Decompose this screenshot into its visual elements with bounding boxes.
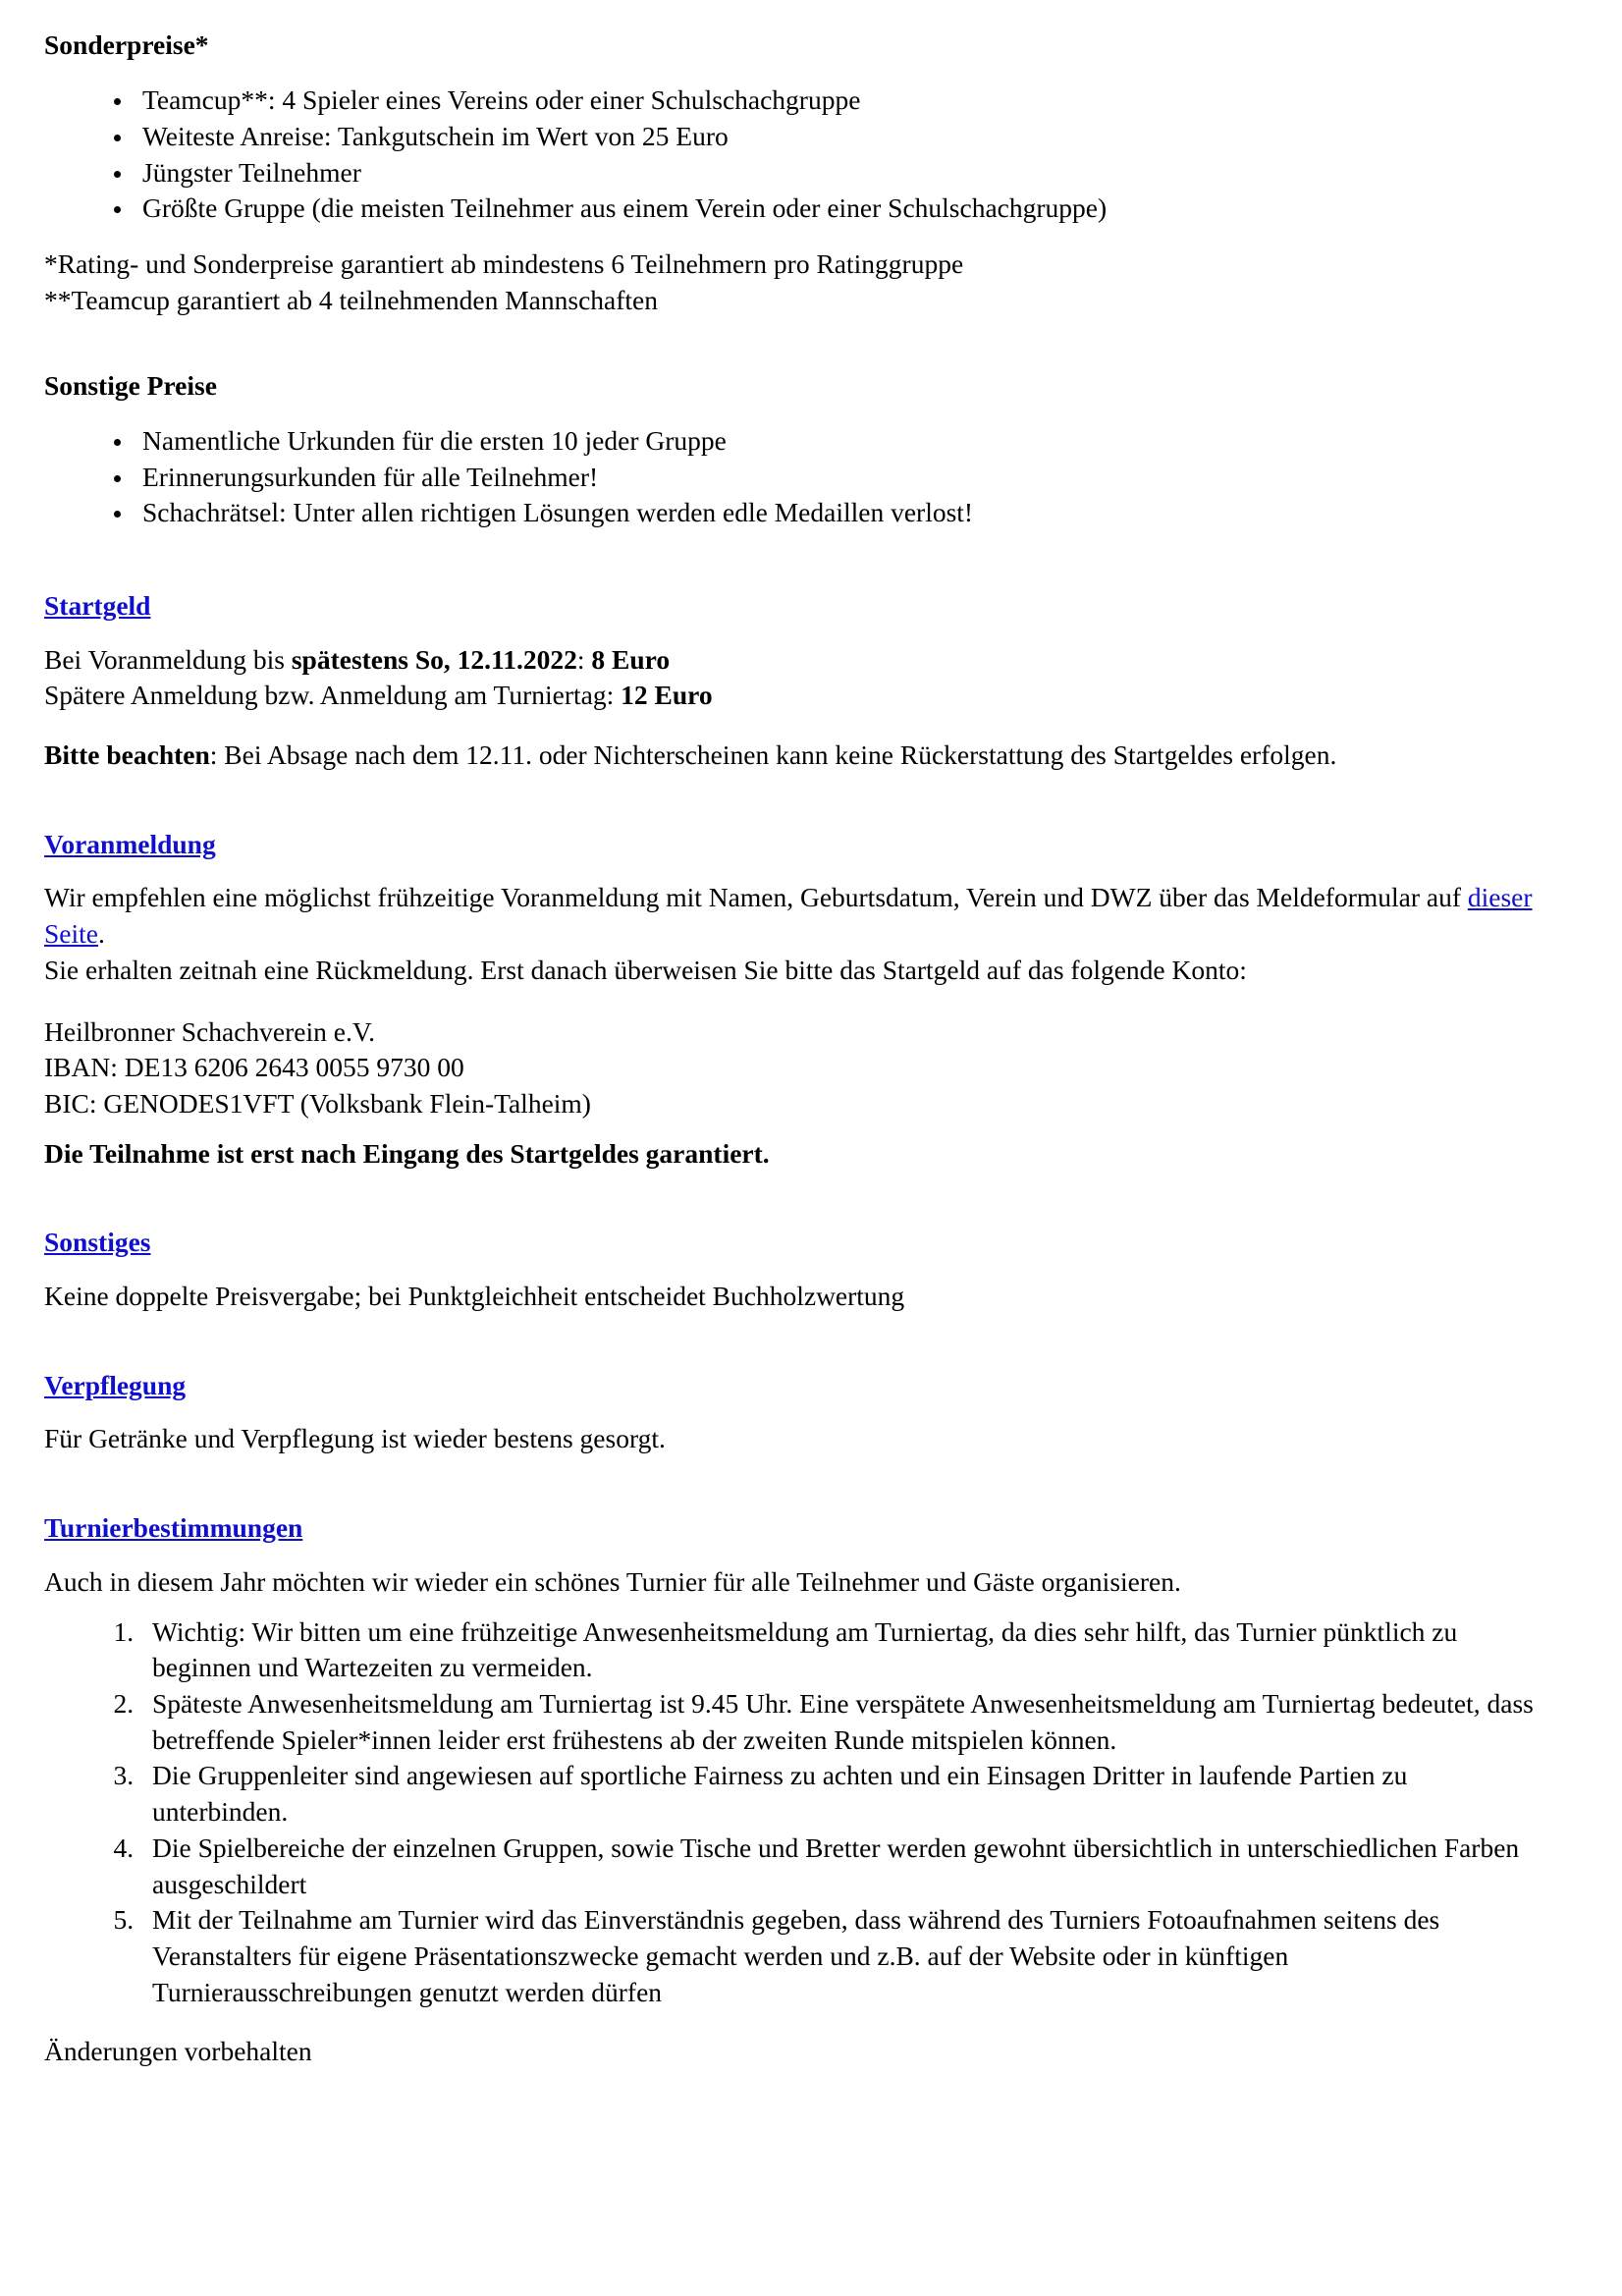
spacer [44,1547,1541,1564]
spacer [44,714,1541,738]
spacer [44,625,1541,642]
spacer [44,227,1541,246]
spacer [44,1122,1541,1136]
teilnahme-garantie-text: Die Teilnahme ist erst nach Eingang des Startgeldes garantiert. [44,1137,770,1169]
bank-iban: IBAN: DE13 6206 2643 0055 9730 00 [44,1052,464,1083]
list-sonstige-preise [44,423,1541,531]
spacer [44,319,1541,368]
list-item: • Teamcup**: 4 Spieler eines Vereins oder einer Schulschachgruppe [135,82,1541,119]
footnote-teamcup: **Teamcup garantiert ab 4 teilnehmenden Mannschaften [44,284,658,315]
startgeld-note [44,738,1541,774]
list-turnierbestimmungen [44,1614,1541,2011]
list-item: 1. Wichtig: Wir bitten um eine frühzeitige Anwesenheitsmeldung am Turniertag, da dies sehr hilft, das Turnier pünktlich zu beginnen und Wartezeiten zu vermeiden. [140,1614,1541,1686]
list-item: • Schachrätsel: Unter allen richtigen Lösungen werden edle Medaillen verlost! [135,495,1541,531]
list-item: • Namentliche Urkunden für die ersten 10 jeder Gruppe [135,423,1541,460]
list-item: 4. Die Spielbereiche der einzelnen Gruppen, sowie Tische und Bretter werden gewohnt übersichtlich in unterschiedlichen Farben ausgeschildert [140,1831,1541,1902]
spacer [44,2010,1541,2034]
spacer [44,531,1541,588]
startgeld-line-early [44,642,1541,679]
document-body [44,27,1541,2070]
bank-bic: BIC: GENODES1VFT (Volksbank Flein-Talheim) [44,1087,591,1119]
spacer [44,862,1541,880]
anchor-verpflegung[interactable]: Verpflegung [44,1369,187,1400]
turnierbestimmungen-intro: Auch in diesem Jahr möchten wir wieder ein schönes Turnier für alle Teilnehmer und Gäste organisieren. [44,1565,1181,1597]
list-item: • Erinnerungsurkunden für alle Teilnehmer! [135,460,1541,496]
startgeld-note-label: Bitte beachten [44,739,210,771]
anchor-turnierbestimmungen[interactable]: Turnierbestimmungen [44,1512,303,1544]
spacer [44,63,1541,82]
voranmeldung-para-2: Sie erhalten zeitnah eine Rückmeldung. Erst danach überweisen Sie bitte das Startgeld auf das folgende Konto: [44,954,1247,985]
voranmeldung-para-1 [44,880,1541,952]
teilnahme-garantie [44,1136,1541,1173]
spacer [44,1261,1541,1279]
voranmeldung-text-b: . [98,918,105,950]
spacer [44,1457,1541,1510]
spacer [44,1403,1541,1421]
closing-note: Änderungen vorbehalten [44,2036,312,2067]
list-item: 3. Die Gruppenleiter sind angewiesen auf sportliche Fairness zu achten und ein Einsagen Dritter in laufende Partien zu unterbinden. [140,1758,1541,1830]
list-item: • Weiteste Anreise: Tankgutschein im Wert von 25 Euro [135,119,1541,155]
list-item: 5. Mit der Teilnahme am Turnier wird das Einverständnis gegeben, dass während des Turniers Fotoaufnahmen seitens des Veranstalters für eigene Präsentationszwecke gemacht werden und z.B. auf der Website oder in künftigen Turnierausschreibungen genutzt werden dürfen [140,1902,1541,2010]
startgeld-line-late [44,678,1541,714]
list-item: • Jüngster Teilnehmer [135,155,1541,191]
voranmeldung-text-a: Wir empfehlen eine möglichst frühzeitige Voranmeldung mit Namen, Geburtsdatum, Verein und DWZ über das Meldeformular auf [44,882,1468,913]
startgeld-early-prefix: Bei Voranmeldung bis [44,643,292,675]
startgeld-late-prefix: Spätere Anmeldung bzw. Anmeldung am Turniertag: [44,680,622,711]
list-item: 2. Späteste Anwesenheitsmeldung am Turniertag ist 9.45 Uhr. Eine verspätete Anwesenheitsmeldung am Turniertag bedeutet, dass betreffende Spieler*innen leider erst frühestens ab der zweiten Runde mitspielen können. [140,1686,1541,1758]
spacer [44,1601,1541,1614]
spacer [44,404,1541,423]
startgeld-note-text: : Bei Absage nach dem 12.11. oder Nichterscheinen kann keine Rückerstattung des Startgeldes erfolgen. [209,739,1337,771]
link-dieser-seite[interactable]: dieser Seite [44,882,1533,950]
heading-sonstige-preise: Sonstige Preise [44,369,217,401]
anchor-voranmeldung[interactable]: Voranmeldung [44,828,216,859]
startgeld-late-fee: 12 Euro [621,680,713,711]
footnote-rating: *Rating- und Sonderpreise garantiert ab mindestens 6 Teilnehmern pro Ratinggruppe [44,248,964,280]
startgeld-deadline: spätestens So, 12.11.2022 [291,643,577,675]
list-sonderpreise [44,82,1541,227]
spacer [44,1315,1541,1368]
spacer [44,774,1541,827]
spacer [44,1172,1541,1225]
anchor-sonstiges[interactable]: Sonstiges [44,1227,151,1258]
anchor-startgeld[interactable]: Startgeld [44,589,151,621]
spacer [44,989,1541,1014]
list-item: • Größte Gruppe (die meisten Teilnehmer aus einem Verein oder einer Schulschachgruppe) [135,191,1541,227]
startgeld-early-fee: 8 Euro [591,643,671,675]
bank-name: Heilbronner Schachverein e.V. [44,1015,376,1047]
sonstiges-para: Keine doppelte Preisvergabe; bei Punktgleichheit entscheidet Buchholzwertung [44,1281,905,1312]
heading-sonderpreise: Sonderpreise* [44,29,209,60]
startgeld-colon: : [576,643,592,675]
verpflegung-para: Für Getränke und Verpflegung ist wieder bestens gesorgt. [44,1423,666,1454]
